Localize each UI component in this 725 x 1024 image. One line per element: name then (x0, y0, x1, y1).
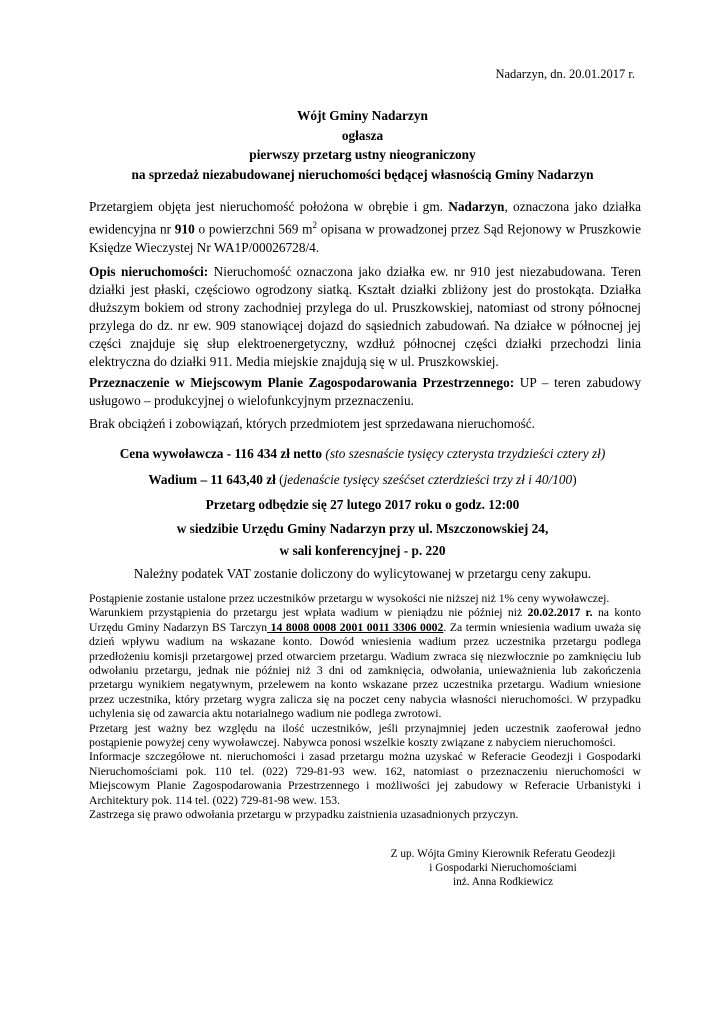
deposit (0, 472, 725, 488)
text-span: opisana w prowadzonej przez Sąd Rejonowy w Pruszkowie Księdze Wieczystej Nr WA1P/00026728/4. (89, 221, 641, 255)
text-span: na konto Urzędu Gminy Nadarzyn BS Tarczyn (89, 606, 641, 634)
plot-number: 910 (174, 221, 195, 237)
property-paragraph (89, 198, 641, 257)
deposit-words: jedenaście tysięcy sześćset czterdzieści trzy zł i 40/100 (283, 472, 573, 487)
description-text: Nieruchomość oznaczona jako działka ew. nr 910 jest niezabudowana. Teren działki jest płaski, częściowo ogrodzony siatką. Kształt działki zbliżony jest do prostokąta. Działka dłuższym bokiem od strony zachodniej przylega do ul. Pruszkowskiej, natomiast od strony północnej przylega do dz. nr ew. 909 stanowiącej dojazd do sąsiednich zabudowań. Na działce w północnej jej części znajduje się słup elektroenergetyczny, wzdłuż północnej części działki przechodzi linia elektryczna do działki 911. Media miejskie znajdują się w ul. Pruszkowskiej. (89, 264, 641, 370)
text-span: . Za termin wniesienia wadium uważa się dzień wpływu wadium na wskazane konto. Dowód wniesienia wadium przez uczestnika przetargu podlega przedłożeniu komisji przetargowej przed otwarciem przetargu. Wadium zwraca się niezwłocznie po zamknięciu lub odwołaniu przetargu, jednak nie później niż 3 dni od zamknięcia, odwołania, unieważnienia lub zakończenia przetargu wynikiem negatywnym, przelewem na konto wskazane przez uczestnika przetargu. Wadium wniesione przez uczestnika, który przetarg wygra zalicza się na poczet ceny nabycia własności nieruchomości. W przypadku uchylenia się od zawarcia aktu notarialnego wadium nie podlega zwrotowi. (89, 620, 641, 721)
paren: ) (572, 472, 577, 487)
issuer: Wójt Gminy Nadarzyn (297, 108, 428, 123)
paren: ( (275, 472, 284, 487)
tender-date: Przetarg odbędzie się 27 lutego 2017 roku o godz. 12:00 (205, 497, 520, 512)
announces: ogłasza (341, 127, 384, 143)
terms-cancellation: Zastrzega się prawo odwołania przetargu w przypadku zaistnienia uzasadnionych przyczyn. (89, 808, 519, 822)
locality: Nadarzyn (448, 199, 505, 214)
terms-bid-increment: Postąpienie zostanie ustalone przez uczestników przetargu w wysokości nie niższej niż 1% ceny wywoławczej. (89, 592, 610, 605)
document-date: Nadarzyn, dn. 20.01.2017 r. (495, 67, 635, 81)
superscript: 2 (312, 220, 317, 231)
terms-section (89, 592, 641, 823)
deposit-value: Wadium – 11 643,40 zł (148, 472, 276, 487)
tender-type: pierwszy przetarg ustny nieograniczony (249, 147, 476, 162)
text-span: Przetargiem objęta jest nieruchomość położona w obrębie i gm. (89, 199, 449, 214)
tender-location: w siedzibie Urzędu Gminy Nadarzyn przy ul. Mszczonowskiej 24, (176, 521, 549, 536)
signature-name: inż. Anna Rodkiewicz (452, 876, 554, 888)
price-value: Cena wywoławcza - 116 434 zł netto (119, 446, 323, 461)
terms-information: Informacje szczegółowe nt. nieruchomości i zasad przetargu można uzyskać w Referacie Geodezji i Gospodarki Nieruchomościami pok. 110 tel. (022) 729-81-93 wew. 162, natomiast o przeznaczeniu nieruchomości w Miejscowym Planie Zagospodarowania Przestrzennego i możliwości jej zabudowy w Referacie Urbanistyki i Architektury pok. 114 tel. (022) 729-81-98 wew. 153. (89, 750, 641, 807)
terms-deposit (89, 606, 641, 721)
zoning-paragraph (89, 374, 641, 410)
signature-line-1: Z up. Wójta Gminy Kierownik Referatu Geodezji (390, 848, 616, 860)
document-header (0, 106, 725, 184)
tender-room: w sali konferencyjnej - p. 220 (279, 543, 446, 558)
description-paragraph (89, 263, 641, 372)
text-span: Warunkiem przystąpienia do przetargu jest wpłata wadium w pieniądzu nie później niż (89, 606, 528, 620)
signature-line-2: i Gospodarki Nieruchomościami (429, 862, 577, 874)
tender-subject: na sprzedaż niezabudowanej nieruchomości będącej własnością Gminy Nadarzyn (131, 166, 594, 182)
signature-block (378, 847, 628, 889)
text-span: , oznaczona jako działka ewidencyjna nr (89, 199, 642, 237)
vat-note: Należny podatek VAT zostanie doliczony do wylicytowanej w przetargu ceny zakupu. (133, 566, 592, 581)
text-span: o powierzchni 569 m (194, 221, 313, 237)
price-words: (sto szesnaście tysięcy czterysta trzydzieści cztery zł) (325, 446, 606, 461)
zoning-label: Przeznaczenie w Miejscowym Planie Zagospodarowania Przestrzennego: (89, 375, 515, 390)
encumbrance-paragraph: Brak obciążeń i zobowiązań, których przedmiotem jest sprzedawana nieruchomość. (89, 416, 536, 431)
terms-validity: Przetarg jest ważny bez względu na ilość uczestników, jeśli przynajmniej jeden uczestnik zaoferował jedno postąpienie powyżej ceny wywoławczej. Nabywca ponosi wszelkie koszty związane z nabyciem nieruchomości. (89, 721, 641, 750)
zoning-text: UP – teren zabudowy usługowo – produkcyjnej o wielofunkcyjnym przeznaczeniu. (89, 375, 641, 409)
bank-account-number: 14 8008 0008 2001 0011 3306 0002 (267, 620, 444, 634)
starting-price (0, 446, 725, 462)
description-label: Opis nieruchomości: (89, 264, 209, 279)
deposit-deadline: 20.02.2017 r. (527, 606, 593, 620)
